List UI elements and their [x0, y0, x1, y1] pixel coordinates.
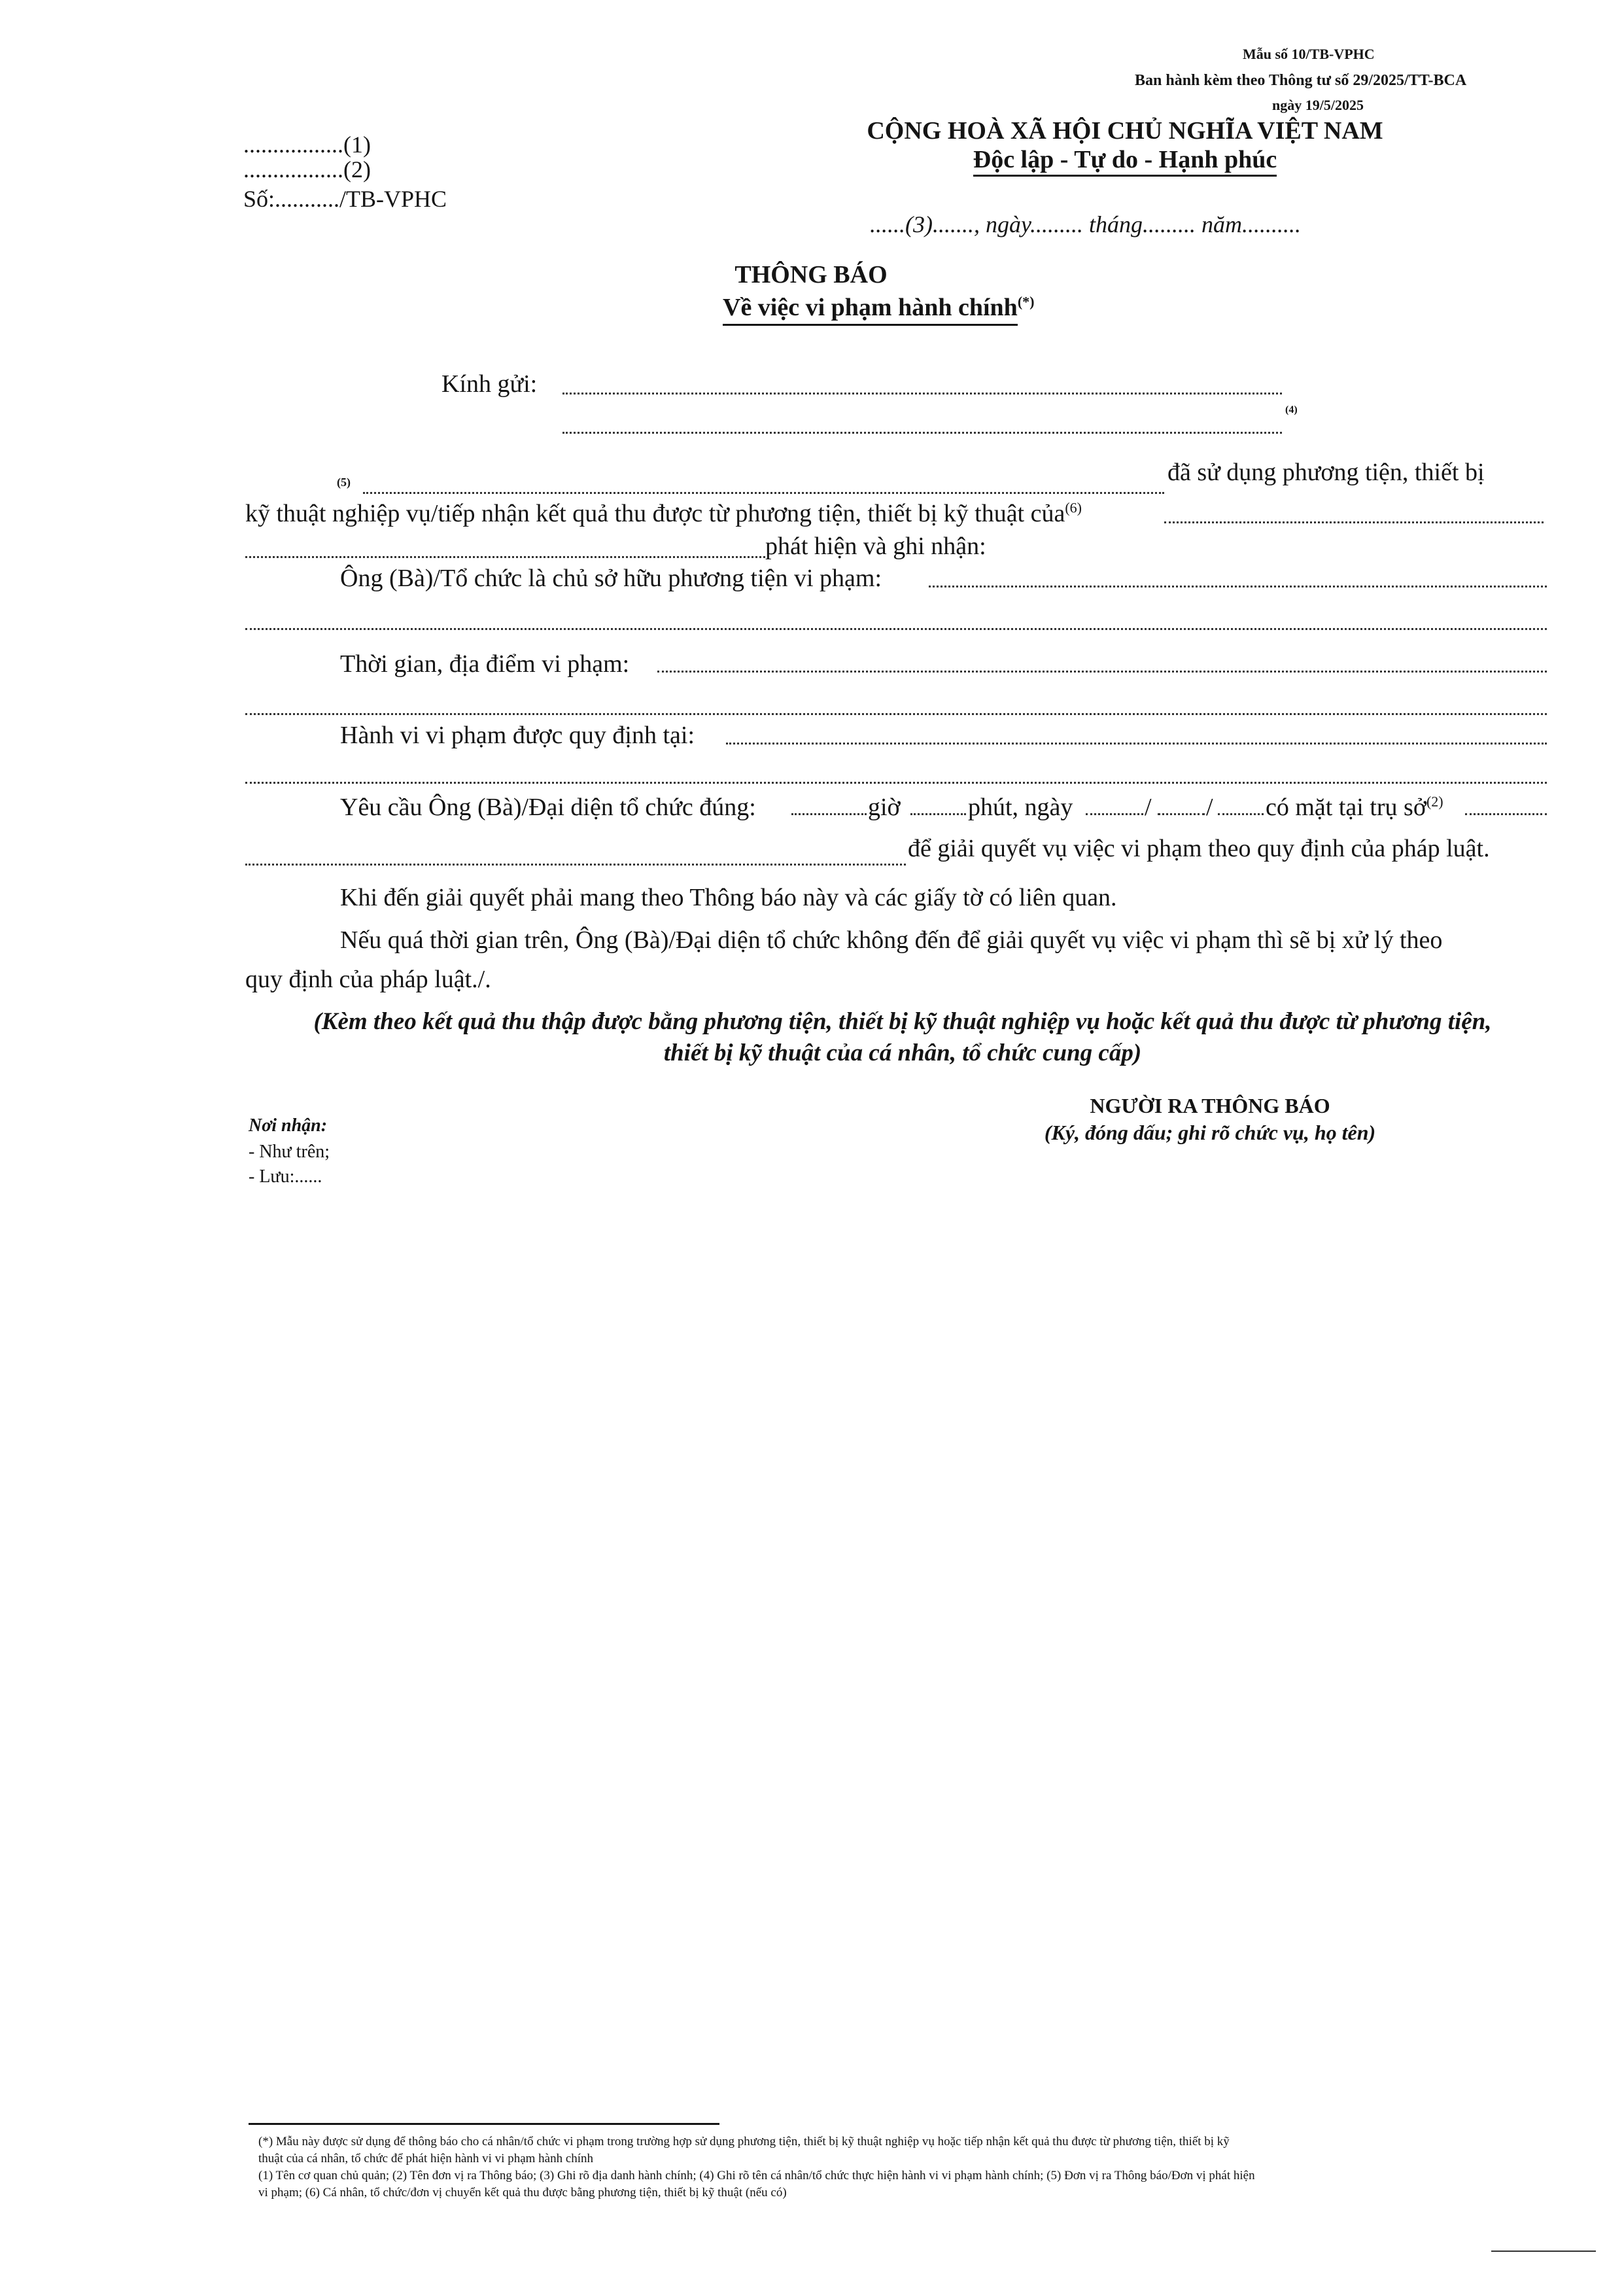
request-label: Yêu cầu Ông (Bà)/Đại diện tổ chức đúng: — [340, 794, 756, 821]
footnote-line-2: thuật của cá nhân, tổ chức để phát hiện hành vi vi phạm hành chính — [258, 2152, 594, 2165]
request-day-field — [1086, 813, 1143, 815]
behavior-line-2 — [245, 782, 1547, 784]
footnote-mark-6: (6) — [1065, 499, 1082, 516]
request-month-field — [1158, 813, 1205, 815]
attachment-note-2: thiết bị kỹ thuật của cá nhân, tổ chức cung cấp) — [663, 1040, 1142, 1066]
issued-date: ngày 19/5/2025 — [1272, 97, 1364, 113]
request-minute-field — [910, 813, 966, 815]
page-bottom-rule — [1491, 2251, 1596, 2252]
owner-line-2 — [245, 628, 1547, 630]
request-present-text: có mặt tại trụ sở — [1266, 794, 1426, 821]
document-number: Số:.........../TB-VPHC — [243, 186, 447, 212]
motto — [837, 145, 1413, 174]
behavior-line-1 — [726, 743, 1547, 745]
request-hour-field — [791, 813, 867, 815]
footnote-line-4: vi phạm; (6) Cá nhân, tổ chức/đơn vị chuyển kết quả thu được bằng phương tiện, thiết bị kỹ thuật (nếu có) — [258, 2186, 787, 2199]
form-number: Mẫu số 10/TB-VPHC — [1243, 46, 1375, 62]
line2-text — [245, 499, 1082, 528]
signer-note: (Ký, đóng dấu; ghi rõ chức vụ, họ tên) — [1044, 1121, 1376, 1144]
bring-docs-text: Khi đến giải quyết phải mang theo Thông báo này và các giấy tờ có liên quan. — [340, 884, 1117, 911]
owner-label: Ông (Bà)/Tổ chức là chủ sở hữu phương tiện vi phạm: — [340, 565, 882, 592]
recipients-title: Nơi nhận: — [249, 1115, 328, 1136]
agency-line-1: .................(1) — [243, 131, 371, 158]
motto-text: Độc lập - Tự do - Hạnh phúc — [973, 146, 1277, 177]
owner-line-1 — [929, 586, 1547, 587]
provider-line — [1164, 521, 1544, 523]
footnote-line-1: (*) Mẫu này được sử dụng để thông báo cho cá nhân/tổ chức vi phạm trong trường hợp sử dụng phương tiện, thiết bị kỹ thuật nghiệp vụ hoặc tiếp nhận kết quả thu được từ phương tiện, thiết bị kỹ — [258, 2135, 1230, 2148]
resolve-text: để giải quyết vụ việc vi phạm theo quy định của pháp luật. — [908, 835, 1490, 862]
behavior-label: Hành vi vi phạm được quy định tại: — [340, 722, 695, 749]
office-line-2 — [245, 864, 906, 866]
issued-by-circular: Ban hành kèm theo Thông tư số 29/2025/TT-BCA — [1135, 72, 1467, 89]
line2-main: kỹ thuật nghiệp vụ/tiếp nhận kết quả thu được từ phương tiện, thiết bị kỹ thuật của — [245, 500, 1065, 527]
detect-line — [245, 556, 765, 558]
request-year-field — [1218, 813, 1264, 815]
date-slash-1: / — [1145, 794, 1152, 821]
time-place-label: Thời gian, địa điểm vi phạm: — [340, 650, 630, 678]
doc-subtitle-mark: (*) — [1017, 293, 1035, 310]
attachment-note-1: (Kèm theo kết quả thu thập được bằng phương tiện, thiết bị kỹ thuật nghiệp vụ hoặc kết quả thu được từ phương tiện, — [313, 1008, 1492, 1035]
footnote-separator — [249, 2123, 719, 2125]
agency-line-2: .................(2) — [243, 156, 371, 183]
doc-subtitle-text: Về việc vi phạm hành chính — [723, 294, 1018, 326]
time-place-line-1 — [657, 671, 1547, 673]
overdue-text-2: quy định của pháp luật./. — [245, 966, 491, 993]
recipient-line-1 — [562, 393, 1282, 394]
doc-title: THÔNG BÁO — [734, 261, 888, 289]
line1-end: đã sử dụng phương tiện, thiết bị — [1167, 459, 1485, 486]
footnote-mark-2: (2) — [1426, 793, 1443, 810]
office-line-1 — [1465, 813, 1547, 815]
national-title: CỘNG HOÀ XÃ HỘI CHỦ NGHĨA VIỆT NAM — [867, 117, 1383, 145]
doc-subtitle — [723, 293, 1034, 322]
date-slash-2: / — [1206, 794, 1213, 821]
footnote-mark-5: (5) — [337, 476, 351, 489]
kinh-gui-label: Kính gửi: — [441, 370, 538, 398]
recipient-line-2 — [562, 432, 1282, 434]
footnote-mark-4: (4) — [1285, 404, 1298, 415]
request-hour-label: giờ — [868, 794, 901, 821]
line3-text: phát hiện và ghi nhận: — [765, 533, 986, 560]
time-place-line-2 — [245, 713, 1547, 715]
footnote-line-3: (1) Tên cơ quan chủ quản; (2) Tên đơn vị ra Thông báo; (3) Ghi rõ địa danh hành chính; (4) Ghi rõ tên cá nhân/tổ chức thực hiện hành vi vi phạm hành chính; (5) Đơn vị ra Thông báo/Đơn vị phát hiện — [258, 2169, 1255, 2182]
overdue-text-1: Nếu quá thời gian trên, Ông (Bà)/Đại diện tổ chức không đến để giải quyết vụ việc vi phạm thì sẽ bị xử lý theo — [340, 926, 1443, 954]
signer-title: NGƯỜI RA THÔNG BÁO — [1090, 1094, 1330, 1117]
recipient-item-1: - Như trên; — [249, 1142, 330, 1162]
place-date-line: ......(3)......., ngày......... tháng......... năm.......... — [870, 211, 1301, 237]
request-minute-label: phút, ngày — [968, 794, 1073, 821]
request-present-label — [1266, 793, 1443, 822]
recipient-item-2: - Lưu:...... — [249, 1166, 322, 1187]
unit-line — [363, 492, 1164, 494]
